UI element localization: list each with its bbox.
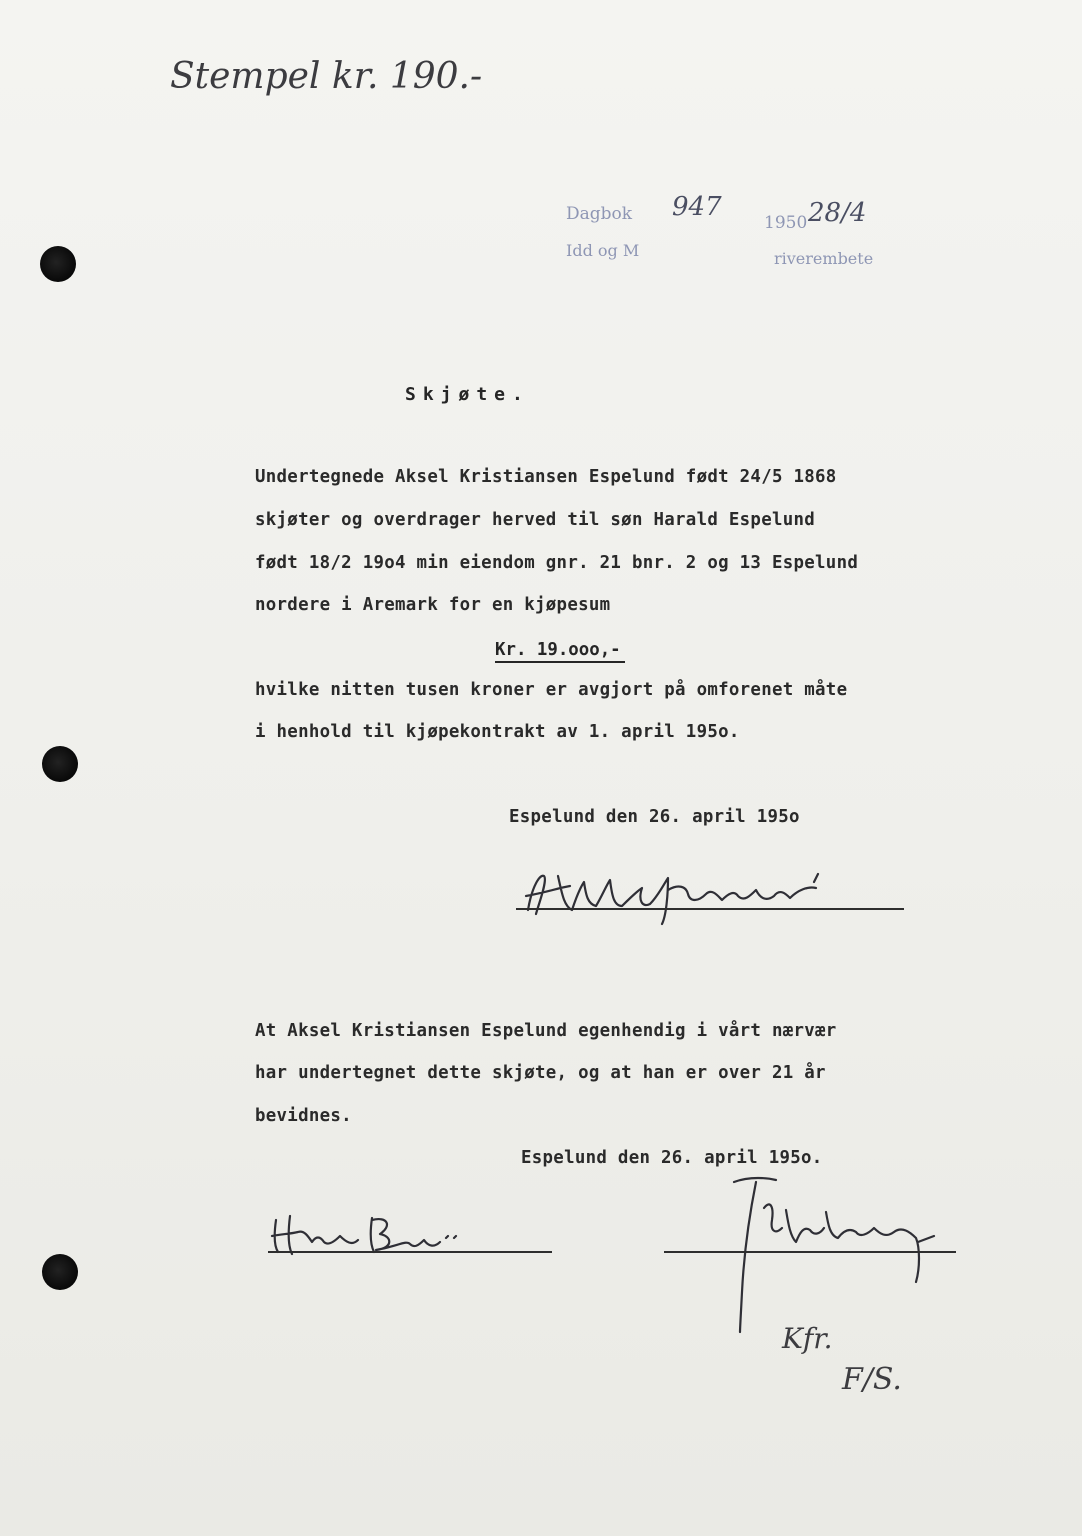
place-date-witnesses: Espelund den 26. april 195o.: [521, 1148, 823, 1168]
body-line: Undertegnede Aksel Kristiansen Espelund født 24/5 1868: [255, 467, 837, 487]
document-title: Skjøte.: [405, 384, 530, 405]
punch-hole-middle: [42, 746, 78, 782]
punch-hole-top: [40, 246, 76, 282]
body-line: i henhold til kjøpekontrakt av 1. april 195o.: [255, 722, 740, 742]
seller-signature-line: [516, 908, 904, 910]
stamp-number: 947: [672, 192, 722, 222]
stamp-year: 1950: [764, 213, 808, 233]
body-line: skjøter og overdrager herved til søn Harald Espelund: [255, 510, 816, 530]
stamp-office-suffix: riverembete: [774, 249, 874, 268]
seller-signature: [518, 866, 878, 926]
witness-signature-line-left: [268, 1251, 552, 1253]
margin-note: Stempel kr. 190.-: [170, 56, 483, 97]
witness-signature-line-right: [664, 1251, 956, 1253]
witness-signature-right: [720, 1172, 960, 1342]
body-line: født 18/2 19o4 min eiendom gnr. 21 bnr. 2 og 13 Espelund: [255, 553, 859, 573]
body-line: nordere i Aremark for en kjøpesum: [255, 595, 611, 615]
place-date-seller: Espelund den 26. april 195o: [509, 807, 800, 827]
purchase-amount: Kr. 19.ooo,-: [495, 640, 625, 663]
witness-line: har undertegnet dette skjøte, og at han er over 21 år: [255, 1063, 826, 1083]
witness-line: At Aksel Kristiansen Espelund egenhendig i vårt nærvær: [255, 1021, 837, 1041]
annotation-kfr: Kfr.: [782, 1322, 833, 1355]
witness-line: bevidnes.: [255, 1106, 352, 1126]
body-line: hvilke nitten tusen kroner er avgjort på omforenet måte: [255, 680, 848, 700]
punch-hole-bottom: [42, 1254, 78, 1290]
annotation-initials: F/S.: [842, 1362, 902, 1397]
stamp-office-prefix: Idd og M: [566, 241, 640, 260]
stamp-dagbok-label: Dagbok: [566, 204, 633, 224]
stamp-date: 28/4: [808, 198, 867, 228]
